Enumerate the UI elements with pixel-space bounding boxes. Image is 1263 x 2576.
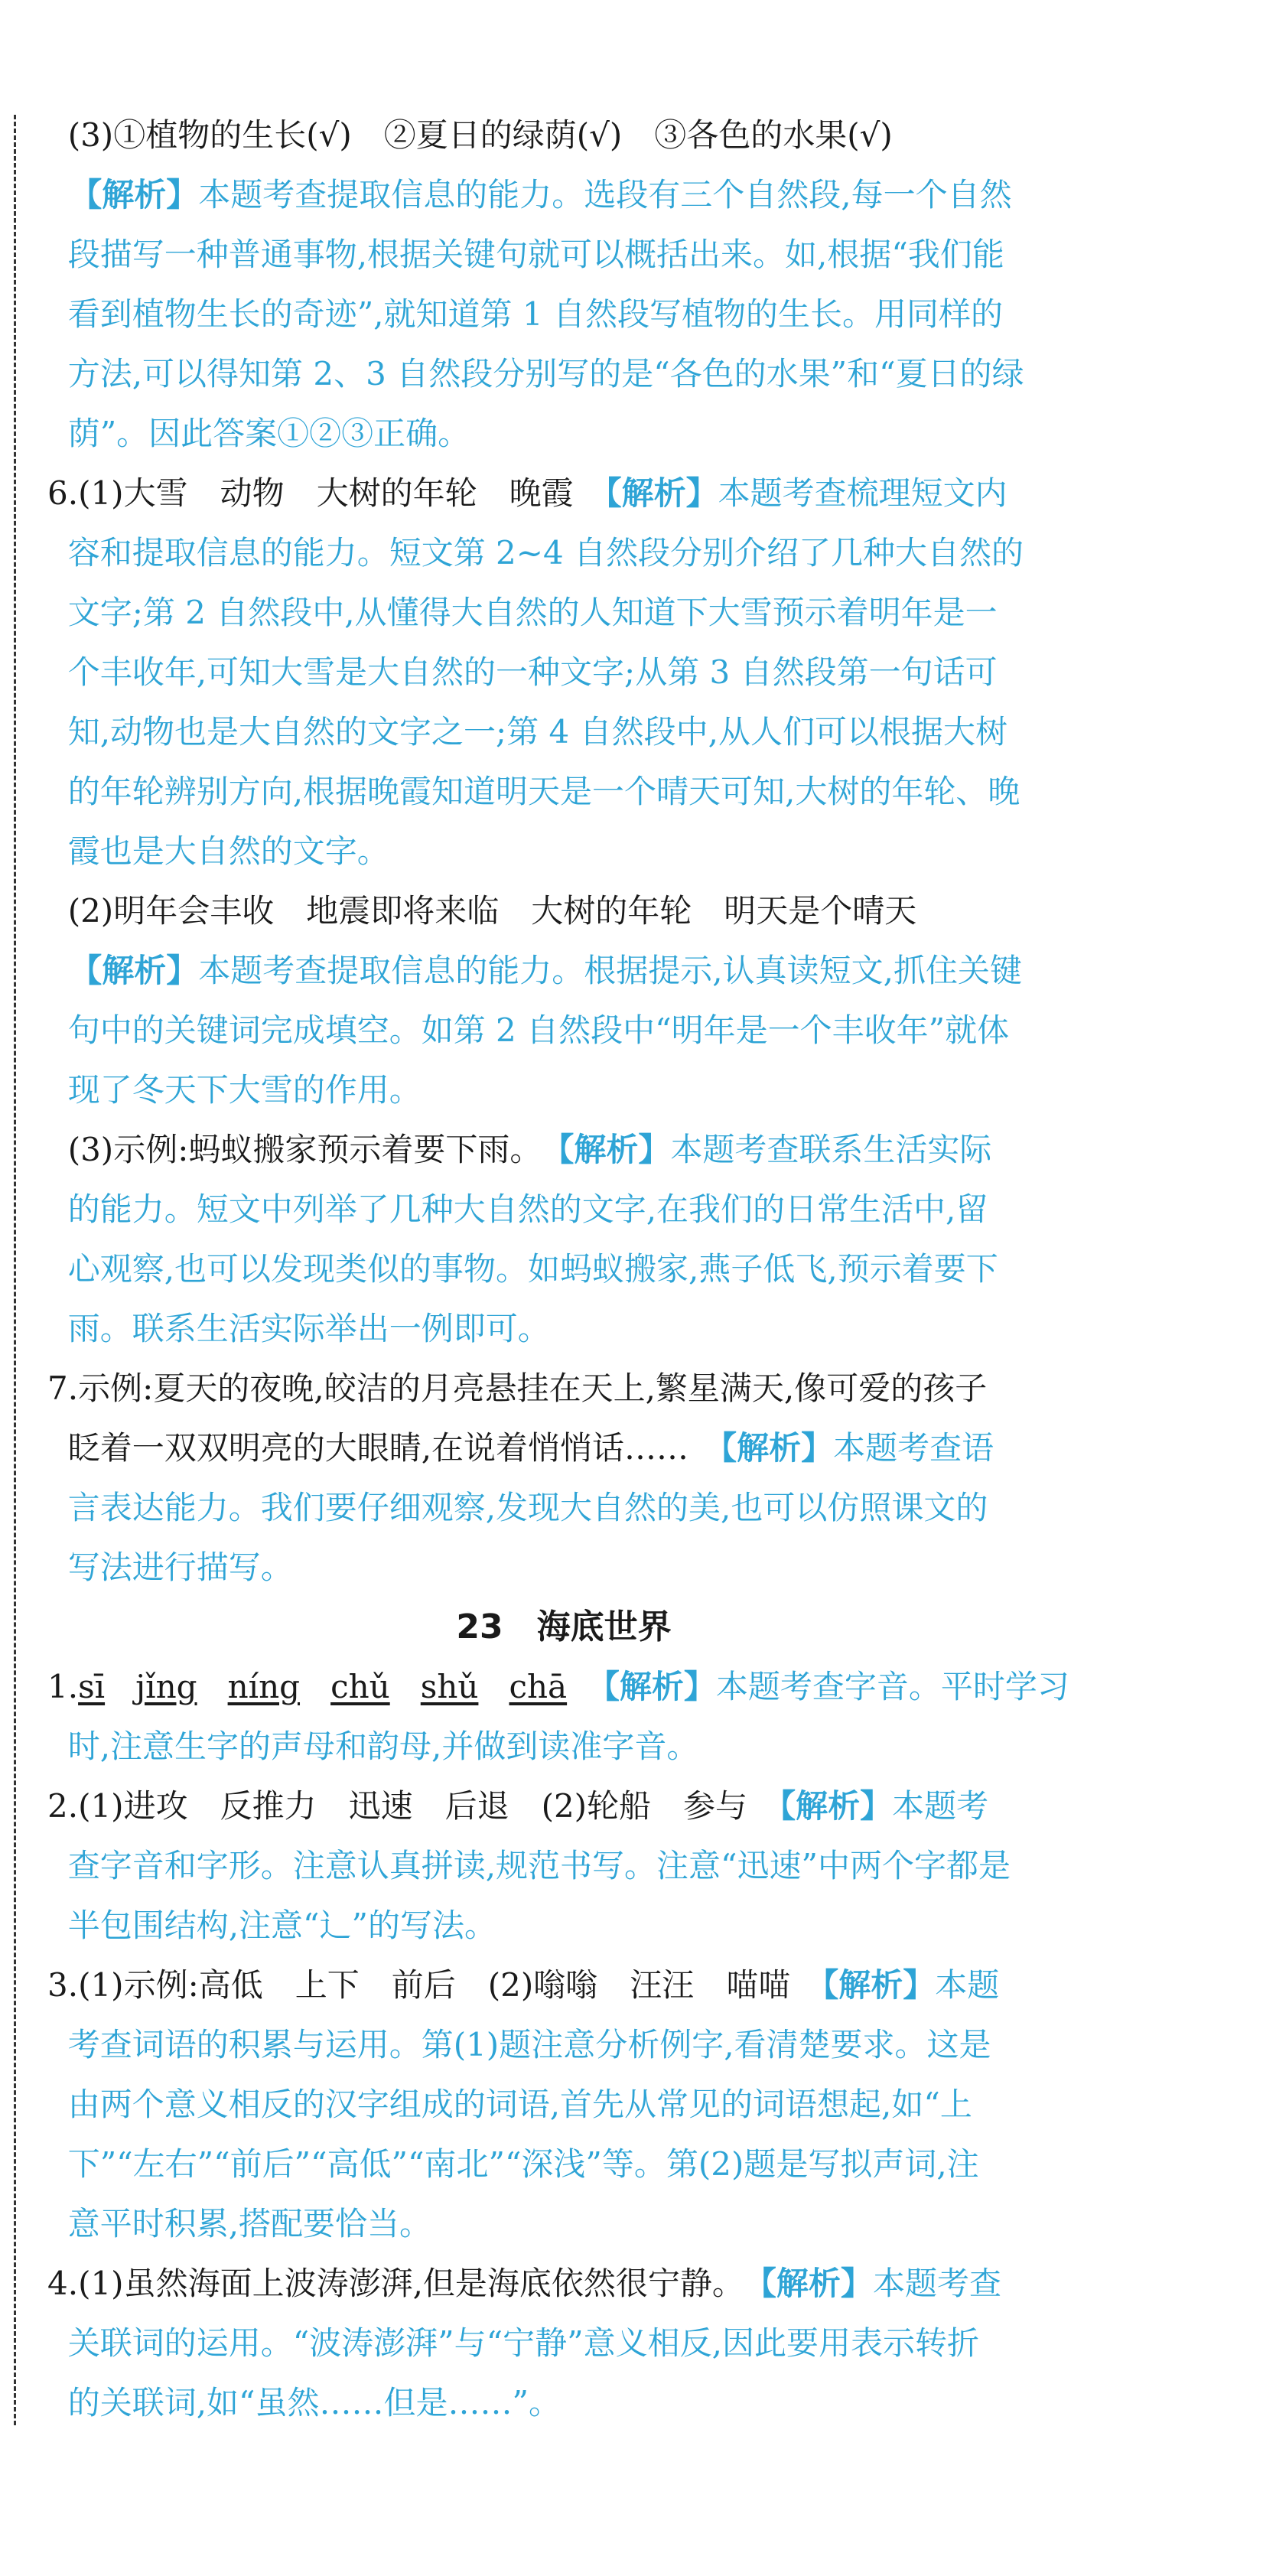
text-line	[47, 822, 1080, 881]
answer-text	[390, 1668, 421, 1705]
analysis-text: 的关联词,如“虽然……但是……”。	[47, 2384, 561, 2421]
text-line	[47, 1418, 1080, 1478]
analysis-text: 本题考	[892, 1787, 989, 1825]
text-line	[47, 2314, 1080, 2373]
text-line	[47, 1359, 1080, 1418]
answer-text: 4.(1)虽然海面上波涛澎湃,但是海底依然很宁静。	[47, 2265, 760, 2302]
analysis-text: 本题	[935, 1966, 1000, 2004]
text-line	[47, 404, 1080, 464]
text-line	[47, 1836, 1080, 1896]
cut-line	[14, 115, 16, 2425]
pinyin-answer: jǐng	[135, 1668, 197, 1705]
text-line	[47, 643, 1080, 702]
pinyin-answer: chā	[509, 1668, 568, 1705]
analysis-tag: 【解析】	[47, 952, 199, 989]
answer-text: (2)明年会丰收 地震即将来临 大树的年轮 明天是个晴天	[47, 892, 917, 930]
analysis-tag: 【解析】	[822, 1966, 936, 2004]
analysis-text: 本题考查梳理短文内	[718, 474, 1007, 512]
pinyin-answer: sī	[78, 1668, 106, 1705]
answer-text: 3.(1)示例:高低 上下 前后 (2)嗡嗡 汪汪 喵喵	[47, 1966, 823, 2004]
text-line	[47, 106, 1080, 165]
analysis-text: 意平时积累,搭配要恰当。	[47, 2205, 432, 2242]
pinyin-answer: níng	[227, 1668, 301, 1705]
answers-section-22	[47, 106, 1080, 1597]
text-line	[47, 1956, 1080, 2015]
answer-text: (3)①植物的生长(√) ②夏日的绿荫(√) ③各色的水果(√)	[47, 116, 893, 154]
answers-section-23	[47, 1657, 1080, 2433]
answer-text: (3)示例:蚂蚁搬家预示着要下雨。	[47, 1131, 558, 1168]
analysis-text: 查字音和字形。注意认真拼读,规范书写。注意“迅速”中两个字都是	[47, 1847, 1011, 1884]
analysis-text: 方法,可以得知第 2、3 自然段分别写的是“各色的水果”和“夏日的绿	[47, 355, 1024, 392]
analysis-text: 的年轮辨别方向,根据晚霞知道明天是一个晴天可知,大树的年轮、晚	[47, 773, 1020, 810]
analysis-text: 下”“左右”“前后”“高低”“南北”“深浅”等。第(2)题是写拟声词,注	[47, 2145, 979, 2183]
text-line	[47, 2135, 1080, 2194]
text-line	[47, 523, 1080, 583]
answer-text	[300, 1668, 330, 1705]
text-line	[47, 2194, 1080, 2254]
analysis-text: 本题考查语	[833, 1429, 994, 1467]
answer-text	[105, 1668, 135, 1705]
analysis-text: 本题考查提取信息的能力。根据提示,认真读短文,抓住关键	[198, 952, 1022, 989]
analysis-text: 本题考查	[872, 2265, 1001, 2302]
analysis-text: 的能力。短文中列举了几种大自然的文字,在我们的日常生活中,留	[47, 1190, 988, 1228]
text-line	[47, 2373, 1080, 2433]
text-line	[47, 941, 1080, 1001]
text-line	[47, 1060, 1080, 1120]
text-line	[47, 583, 1080, 643]
text-line	[47, 225, 1080, 285]
analysis-text: 本题考查提取信息的能力。选段有三个自然段,每一个自然	[198, 176, 1012, 213]
analysis-tag: 【解析】	[721, 1429, 834, 1467]
analysis-text: 时,注意生字的声母和韵母,并做到读准字音。	[47, 1728, 699, 1765]
analysis-text: 个丰收年,可知大雪是大自然的一种文字;从第 3 自然段第一句话可	[47, 653, 998, 691]
text-line	[47, 344, 1080, 404]
text-line	[47, 2075, 1080, 2135]
text-line	[47, 1120, 1080, 1180]
analysis-text: 容和提取信息的能力。短文第 2~4 自然段分别介绍了几种大自然的	[47, 534, 1024, 572]
analysis-tag: 【解析】	[760, 2265, 873, 2302]
analysis-tag: 【解析】	[605, 474, 718, 512]
analysis-text: 段描写一种普通事物,根据关键句就可以概括出来。如,根据“我们能	[47, 236, 1004, 273]
analysis-text: 言表达能力。我们要仔细观察,发现大自然的美,也可以仿照课文的	[47, 1489, 988, 1526]
answer-text: 6.(1)大雪 动物 大树的年轮 晚霞	[47, 474, 606, 512]
analysis-text: 荫”。因此答案①②③正确。	[47, 415, 470, 452]
text-line	[47, 1299, 1080, 1359]
analysis-text: 看到植物生长的奇迹”,就知道第 1 自然段写植物的生长。用同样的	[47, 295, 1003, 333]
analysis-tag: 【解析】	[587, 1668, 716, 1705]
answer-text	[197, 1668, 228, 1705]
analysis-text: 关联词的运用。“波涛澎湃”与“宁静”意义相反,因此要用表示转折	[47, 2324, 979, 2362]
analysis-text: 写法进行描写。	[47, 1549, 293, 1586]
answer-text: 1.	[47, 1668, 79, 1705]
text-line	[47, 285, 1080, 344]
text-line	[47, 1478, 1080, 1538]
analysis-text: 文字;第 2 自然段中,从懂得大自然的人知道下大雪预示着明年是一	[47, 594, 998, 631]
text-line	[47, 1180, 1080, 1239]
analysis-text: 句中的关键词完成填空。如第 2 自然段中“明年是一个丰收年”就体	[47, 1011, 1010, 1049]
analysis-text: 本题考查联系生活实际	[670, 1131, 992, 1168]
analysis-text: 半包围结构,注意“辶”的写法。	[47, 1907, 496, 1944]
pinyin-answer: shǔ	[420, 1668, 479, 1705]
text-line	[47, 1717, 1080, 1776]
analysis-text: 雨。联系生活实际举出一例即可。	[47, 1310, 550, 1347]
text-line	[47, 1538, 1080, 1597]
analysis-text: 心观察,也可以发现类似的事物。如蚂蚁搬家,燕子低飞,预示着要下	[47, 1250, 998, 1288]
text-line	[47, 1239, 1080, 1299]
text-line	[47, 1001, 1080, 1060]
answer-text: 2.(1)进攻 反推力 迅速 后退 (2)轮船 参与	[47, 1787, 780, 1825]
analysis-text: 本题考查字音。平时学习	[715, 1668, 1069, 1705]
analysis-text: 由两个意义相反的汉字组成的词语,首先从常见的词语想起,如“上	[47, 2086, 972, 2123]
text-line	[47, 464, 1080, 523]
analysis-tag: 【解析】	[47, 176, 199, 213]
answer-content	[47, 106, 1080, 2433]
section-title: 23 海底世界	[456, 1607, 672, 1646]
text-line	[47, 762, 1080, 822]
text-line	[47, 1776, 1080, 1836]
text-line	[47, 1896, 1080, 1956]
text-line	[47, 702, 1080, 762]
pinyin-answer: chǔ	[330, 1668, 390, 1705]
analysis-text: 现了冬天下大雪的作用。	[47, 1071, 422, 1109]
analysis-text: 霞也是大自然的文字。	[47, 832, 389, 870]
answer-text: 眨着一双双明亮的大眼睛,在说着悄悄话……	[47, 1429, 721, 1467]
text-line	[47, 165, 1080, 225]
analysis-text: 知,动物也是大自然的文字之一;第 4 自然段中,从人们可以根据大树	[47, 713, 1007, 751]
analysis-tag: 【解析】	[558, 1131, 671, 1168]
text-line	[47, 881, 1080, 941]
text-line	[47, 1657, 1080, 1717]
analysis-text: 考查词语的积累与运用。第(1)题注意分析例字,看清楚要求。这是	[47, 2026, 991, 2063]
text-line	[47, 2015, 1080, 2075]
answer-text: 7.示例:夏天的夜晚,皎洁的月亮悬挂在天上,繁星满天,像可爱的孩子	[47, 1369, 988, 1407]
answer-text	[478, 1668, 509, 1705]
answer-text	[567, 1668, 588, 1705]
text-line	[47, 2254, 1080, 2314]
analysis-tag: 【解析】	[780, 1787, 893, 1825]
